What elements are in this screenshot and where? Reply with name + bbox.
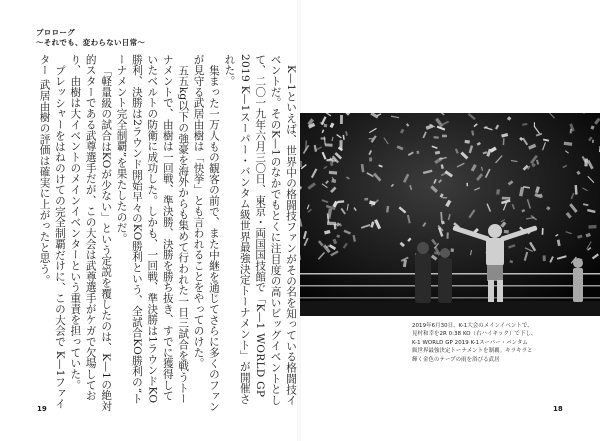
- photograph-icon: [300, 113, 600, 316]
- vertical-body-text: [36, 54, 298, 412]
- photo-caption: [412, 322, 592, 364]
- caption-line: 級世界最強決定トーナメントを制覇。キラキラと: [412, 348, 533, 355]
- page-number-right: 18: [553, 405, 563, 413]
- page-number-left: 19: [37, 405, 47, 413]
- caption-line: 輝く金色のテープの雨を浴びる武居: [412, 356, 500, 363]
- body-paragraph: 五五kg以下の強豪を海外からも集めて行われた一日三試合を戦うトーナメントで、由樹は一回戦、準決勝、決勝を勝ち抜き、すでに獲得していたベルトの防衛に成功した。しかも、一回戦、準決勝は1ラウンドKO勝利、決勝は2ラウンド開始早々のKO勝利という、全試合KO勝利の“トーナメント完全制覇”を果たしたのだ。: [115, 54, 190, 405]
- body-paragraph: プレッシャーをはねのけての完全制覇だけに、この大会で K—1ファイター 武居由樹の評価は確実に上がったと思う。: [38, 54, 66, 409]
- caption-line: 2019年6月30日、K-1大会のメインイベントで、: [412, 323, 533, 329]
- caption-line: 見村和幸を2R 0:38 KO（右ハイキック）で下し、: [412, 331, 537, 338]
- body-paragraph: 「軽量級の試合はKOが少ない」という定説を覆したのは、K—1の絶対的スターである武尊選手だが、この大会は武尊選手がケガで欠場しており、由樹は大イベントのメインイベンターという重責を担っていた。: [69, 54, 113, 412]
- chapter-title: プロローグ: [36, 28, 75, 37]
- fight-photograph: [300, 113, 600, 316]
- chapter-heading: [36, 28, 145, 48]
- body-paragraph: K—1といえば、世界中の格闘技ファンがその名を知っている格闘技イベントだ。そのK—1のなかでもとくに注目度の高いビッグイベントとして、二〇一九年六月三〇日、東京・両国国技館で「K—1 WORLD GP 2019 K—1スーパー・バンタム級世界最強決定トーナメント」が開催された。: [223, 54, 297, 406]
- body-paragraph: 集まった一万人もの観客の前で、また中継を通じてさらに多くのファンが見守る武居由樹は「快挙」とも言われることをやってのけた。: [192, 54, 220, 412]
- chapter-subtitle: 〜それでも、変わらない日常〜: [36, 38, 146, 48]
- caption-line: K-1 WORLD GP 2019 K-1スーパー・バンタム: [412, 339, 528, 346]
